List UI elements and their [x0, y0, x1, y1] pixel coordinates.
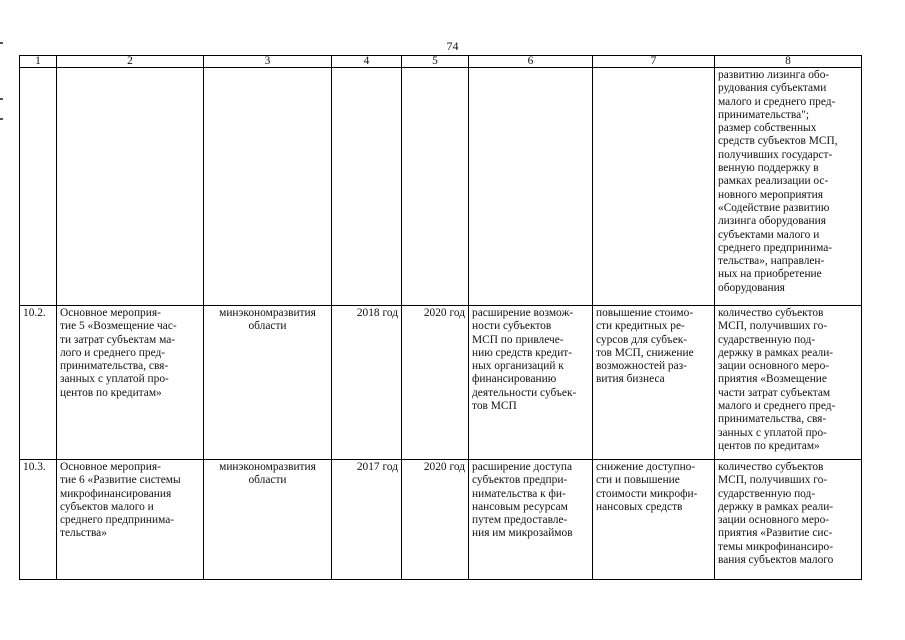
cell-text-line: занных с уплатой про- [718, 426, 827, 439]
cell-text-line: расширение доступа [472, 461, 573, 473]
margin-mark [0, 98, 3, 100]
cell-text-line: держку в рамках реали- [718, 346, 834, 359]
cell-text-line: малого и среднего пред- [718, 400, 836, 413]
cell-text-line: сти кредитных ре- [596, 320, 685, 333]
column-number-cell: 5 [402, 56, 469, 68]
cell-text-line: зации основного меро- [718, 360, 830, 373]
cell-text-line: тие 5 «Возмещение час- [60, 320, 177, 333]
indicator-cell [715, 460, 862, 580]
activity-cell [57, 68, 204, 306]
cell-text-line: тов МСП [472, 400, 517, 413]
indicator-cell [715, 68, 862, 306]
document-table [19, 55, 862, 580]
cell-text-line: повышение стоимо- [596, 307, 694, 319]
cell-text-line: сударственную под- [718, 487, 816, 500]
cell-text-line: ных на приобретение [718, 268, 822, 281]
cell-text-line: нансовым ресурсам [472, 500, 568, 513]
cell-text-line: количество субъектов [718, 307, 824, 319]
executor-cell [204, 306, 332, 460]
cell-text-line: малого и среднего пред- [718, 95, 836, 108]
indicator-cell [715, 306, 862, 460]
row-number-cell [20, 460, 57, 580]
cell-text-line: Основное мероприя- [60, 307, 161, 319]
column-number-cell: 2 [57, 56, 204, 68]
cell-text-line: держку в рамках реали- [718, 500, 834, 513]
start-year-cell [332, 306, 402, 460]
cell-text-line: вития бизнеса [596, 373, 665, 386]
cell-text-line: лого и среднего пред- [60, 346, 166, 359]
cell-text-line: сурсов для субъек- [596, 333, 688, 346]
end-year-cell [402, 68, 469, 306]
expected-result-cell [469, 460, 593, 580]
row-number-cell [20, 306, 57, 460]
cell-text-line: занных с уплатой про- [60, 373, 169, 386]
column-number-row [20, 56, 862, 68]
cell-text-line: рудования субъектами [718, 82, 827, 95]
margin-mark [0, 118, 3, 120]
activity-cell [57, 306, 204, 460]
cell-text-line: минэкономразвития [219, 461, 316, 473]
cell-text-line: центов по кредитам» [718, 439, 820, 452]
cell-text-line: стоимости микрофи- [596, 487, 698, 500]
row-number-cell [20, 68, 57, 306]
cell-text-line: ных организаций к [472, 360, 564, 373]
table-row [20, 68, 862, 306]
cell-text-line: зации основного меро- [718, 514, 830, 527]
cell-text-line: 2020 год [423, 461, 465, 473]
expected-result-cell [469, 68, 593, 306]
cell-text-line: рамках реализации ос- [718, 175, 829, 188]
cell-text-line: приятия «Возмещение [718, 373, 827, 386]
margin-mark [0, 42, 3, 44]
cell-text-line: 2020 год [423, 307, 465, 319]
cell-text-line: тов МСП, снижение [596, 346, 694, 359]
cell-text-line: количество субъектов [718, 461, 824, 473]
column-number-cell: 4 [332, 56, 402, 68]
cell-text-line: принимательства, свя- [60, 360, 169, 373]
cell-text-line: финансированию [472, 373, 557, 386]
cell-text-line: лизинга оборудования [718, 215, 826, 228]
cell-text-line: средств субъектов МСП, [718, 135, 838, 148]
cell-text-line: тельства» [60, 527, 107, 540]
cell-text-line: сти и повышение [596, 474, 680, 487]
cell-text-line: «Содействие развитию [718, 201, 830, 214]
cell-text-line: центов по кредитам» [60, 386, 162, 399]
cell-text-line: принимательства, свя- [718, 413, 827, 426]
cell-text-line: снижение доступно- [596, 461, 696, 473]
cell-text-line: 2017 год [356, 461, 398, 473]
executor-cell [204, 460, 332, 580]
cell-text-line: МСП, получивших го- [718, 320, 828, 333]
column-number-cell: 7 [593, 56, 715, 68]
cell-text-line: ния им микрозаймов [472, 527, 573, 540]
cell-text-line: ности субъектов [472, 320, 552, 333]
cell-text-line: МСП, получивших го- [718, 474, 828, 487]
cell-text-line: МСП по привлече- [472, 333, 564, 346]
cell-text-line: вания субъектов малого [718, 554, 834, 567]
end-year-cell [402, 306, 469, 460]
cell-text-line: 2018 год [356, 307, 398, 319]
cell-text-line: минэкономразвития [219, 307, 316, 319]
cell-text-line: развитию лизинга обо- [718, 69, 830, 81]
start-year-cell [332, 68, 402, 306]
activity-cell [57, 460, 204, 580]
column-number-cell: 3 [204, 56, 332, 68]
cell-text-line: расширение возмож- [472, 307, 574, 319]
cell-text-line: субъектами малого и [718, 228, 820, 241]
cell-text-line: оборудования [718, 281, 785, 294]
consequences-cell [593, 460, 715, 580]
cell-text-line: субъектов малого и [60, 500, 154, 513]
page-number: 74 [446, 39, 459, 53]
cell-text-line: нию средств кредит- [472, 346, 573, 359]
cell-text-line: венную поддержку в [718, 162, 819, 175]
cell-text-line: новного мероприятия [718, 188, 823, 201]
cell-text-line: нимательства к фи- [472, 487, 566, 500]
column-number-cell: 6 [469, 56, 593, 68]
cell-text-line: приятия «Развитие сис- [718, 527, 833, 540]
end-year-cell [402, 460, 469, 580]
table-row [20, 306, 862, 460]
cell-text-line: размер собственных [718, 122, 817, 135]
cell-text-line: сударственную под- [718, 333, 816, 346]
cell-text-line: Основное мероприя- [60, 461, 161, 473]
cell-text-line: возможностей раз- [596, 360, 687, 373]
cell-text-line: путем предоставле- [472, 514, 568, 527]
cell-text-line: ти затрат субъектам ма- [60, 333, 176, 346]
cell-text-line: части затрат субъектам [718, 386, 831, 399]
consequences-cell [593, 68, 715, 306]
cell-text-line: принимательства"; [718, 108, 810, 121]
start-year-cell [332, 460, 402, 580]
cell-text-line: темы микрофинансиро- [718, 540, 834, 553]
cell-text-line: деятельности субъек- [472, 386, 577, 399]
cell-text-line: 10.2. [23, 307, 46, 319]
cell-text-line: нансовых средств [596, 500, 683, 513]
cell-text-line: тельства», направлен- [718, 255, 825, 268]
column-number-cell: 8 [715, 56, 862, 68]
column-number-cell: 1 [20, 56, 57, 68]
cell-text-line: микрофинансирования [60, 487, 172, 500]
cell-text-line: области [248, 320, 287, 333]
cell-text-line: 10.3. [23, 461, 46, 473]
cell-text-line: получивших государст- [718, 148, 833, 161]
cell-text-line: субъектов предпри- [472, 474, 568, 487]
cell-text-line: среднего предпринима- [60, 514, 175, 527]
cell-text-line: среднего предпринима- [718, 241, 833, 254]
executor-cell [204, 68, 332, 306]
expected-result-cell [469, 306, 593, 460]
cell-text-line: области [248, 474, 287, 487]
table-row [20, 460, 862, 580]
cell-text-line: тие 6 «Развитие системы [60, 474, 181, 487]
consequences-cell [593, 306, 715, 460]
